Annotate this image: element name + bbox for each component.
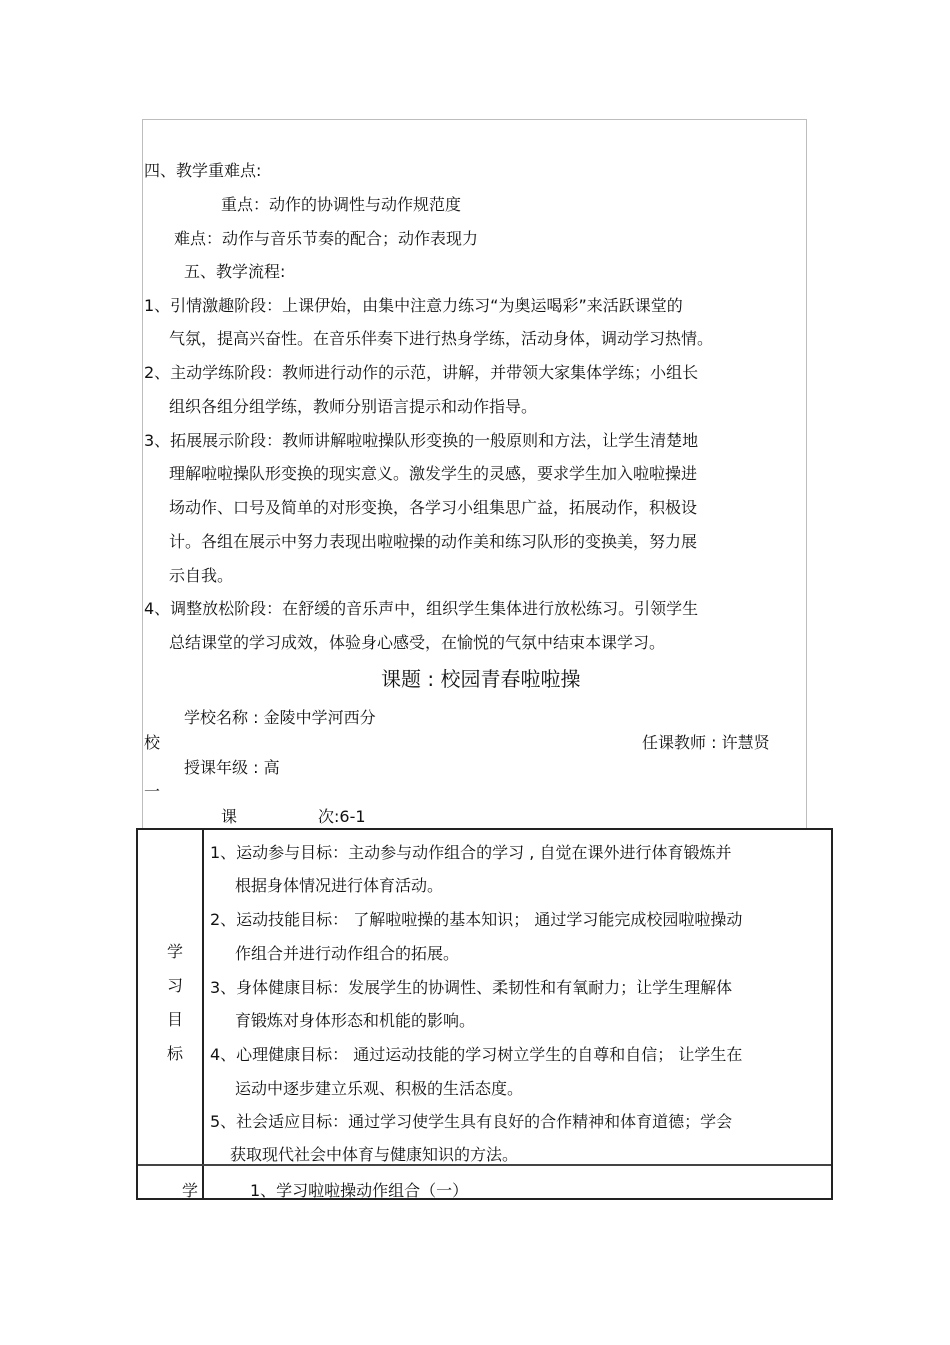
goal-2-line1: 2、运动技能目标： 了解啦啦操的基本知识； 通过学习能完成校园啦啦操动 xyxy=(210,910,743,929)
goal-5-line2: 获取现代社会中体育与健康知识的方法。 xyxy=(230,1145,519,1164)
step4-line2: 总结课堂的学习成效，体验身心感受，在愉悦的气氛中结束本课学习。 xyxy=(169,633,666,652)
grade-wrap: 一 xyxy=(144,782,161,801)
section4-heading: 四、教学重难点: xyxy=(144,161,262,180)
table-column-divider xyxy=(202,830,204,1198)
step3-line4: 计。各组在展示中努力表现出啦啦操的动作美和练习队形的变换美，努力展 xyxy=(169,532,698,551)
goal-5-line1: 5、社会适应目标：通过学习使学生具有良好的合作精神和体育道德；学会 xyxy=(210,1112,733,1131)
step4-line1: 4、调整放松阶段：在舒缓的音乐声中，组织学生集体进行放松练习。引领学生 xyxy=(144,599,699,618)
step3-line3: 场动作、口号及简单的对形变换，各学习小组集思广益，拓展动作，积极设 xyxy=(169,498,698,517)
step3-line1: 3、拓展展示阶段：教师讲解啦啦操队形变换的一般原则和方法，让学生清楚地 xyxy=(144,431,699,450)
lesson-title: 课题 : 校园青春啦啦操 xyxy=(381,667,581,691)
step2-line2: 组织各组分组学练，教师分别语言提示和动作指导。 xyxy=(169,397,538,416)
school-name-wrap: 校 xyxy=(144,733,161,752)
grade: 授课年级 : 高 xyxy=(184,758,280,777)
step1-line1: 1、引情激趣阶段：上课伊始，由集中注意力练习“为奥运喝彩”来活跃课堂的 xyxy=(144,296,683,315)
next-row-item: 1、学习啦啦操动作组合（一） xyxy=(250,1181,469,1200)
goal-2-line2: 作组合并进行动作组合的拓展。 xyxy=(235,944,460,963)
goal-4-line1: 4、心理健康目标： 通过运动技能的学习树立学生的自尊和自信； 让学生在 xyxy=(210,1045,743,1064)
goals-table xyxy=(136,828,833,1200)
teacher-name: 任课教师 : 许慧贤 xyxy=(642,733,770,752)
goals-header-char-3: 目 xyxy=(167,1010,184,1029)
goal-3-line1: 3、身体健康目标：发展学生的协调性、柔韧性和有氧耐力；让学生理解体 xyxy=(210,978,733,997)
goal-1-line1: 1、运动参与目标：主动参与动作组合的学习 , 自觉在课外进行体育锻炼并 xyxy=(210,843,732,862)
section5-heading: 五、教学流程: xyxy=(184,262,286,281)
step3-line2: 理解啦啦操队形变换的现实意义。激发学生的灵感，要求学生加入啦啦操进 xyxy=(169,464,698,483)
goals-header-char-1: 学 xyxy=(167,942,184,961)
session-value: 次:6-1 xyxy=(318,807,366,826)
step3-line5: 示自我。 xyxy=(169,566,234,585)
school-name: 学校名称 : 金陵中学河西分 xyxy=(184,708,376,727)
goals-header-char-2: 习 xyxy=(167,976,184,995)
session-label: 课 xyxy=(221,807,238,826)
goal-3-line2: 育锻炼对身体形态和机能的影响。 xyxy=(235,1011,476,1030)
key-point: 重点：动作的协调性与动作规范度 xyxy=(221,195,462,214)
step2-line1: 2、主动学练阶段：教师进行动作的示范，讲解，并带领大家集体学练；小组长 xyxy=(144,363,699,382)
goals-header-char-4: 标 xyxy=(167,1044,184,1063)
difficult-point: 难点：动作与音乐节奏的配合；动作表现力 xyxy=(174,229,479,248)
goal-1-line2: 根据身体情况进行体育活动。 xyxy=(235,876,444,895)
step1-line2: 气氛，提高兴奋性。在音乐伴奏下进行热身学练，活动身体，调动学习热情。 xyxy=(169,329,714,348)
goal-4-line2: 运动中逐步建立乐观、积极的生活态度。 xyxy=(235,1079,524,1098)
next-row-header: 学 xyxy=(182,1181,199,1200)
